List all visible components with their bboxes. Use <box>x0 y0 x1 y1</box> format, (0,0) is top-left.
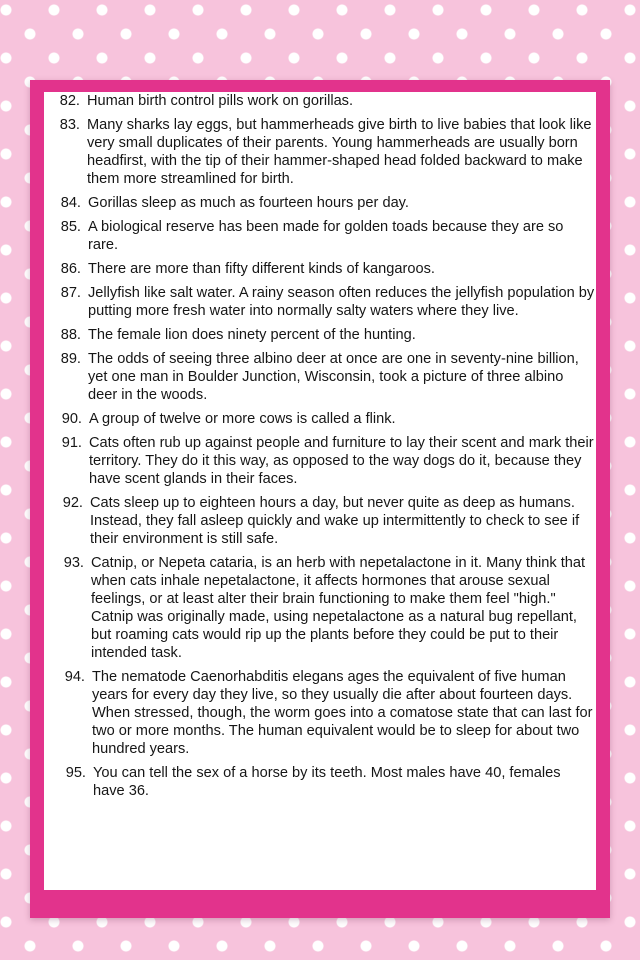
pink-frame <box>30 80 610 918</box>
fact-text: A group of twelve or more cows is called a flink. <box>89 411 396 427</box>
fact-number: 94. <box>64 669 85 685</box>
fact-number: 87. <box>60 285 81 301</box>
fact-sheet <box>44 92 596 890</box>
fact-text: There are more than fifty different kinds of kangaroos. <box>88 261 435 277</box>
fact-item <box>46 410 596 428</box>
fact-list <box>44 92 596 806</box>
fact-number: 88. <box>60 327 81 343</box>
fact-text: A biological reserve has been made for golden toads because they are so rare. <box>88 219 564 253</box>
fact-number: 93. <box>63 555 84 571</box>
fact-item <box>45 326 596 344</box>
fact-number: 83. <box>59 117 80 133</box>
fact-number: 95. <box>65 765 86 781</box>
fact-text: Catnip, or Nepeta cataria, is an herb with nepetalactone in it. Many think that when cats inhale nepetalactone, it affects hormones that arouse sexual feelings, or at least alter their brain functioning to make them feel "high." Catnip was originally made, using nepetalactone as a natural bug repellant, but roaming cats would rip up the plants before they could be put to their intended task. <box>91 555 586 661</box>
fact-text: Jellyfish like salt water. A rainy season often reduces the jellyfish population by putting more fresh water into normally salty waters where they live. <box>88 285 595 319</box>
fact-number: 90. <box>61 411 82 427</box>
fact-item <box>45 218 596 254</box>
fact-text: Cats sleep up to eighteen hours a day, but never quite as deep as humans. Instead, they fall asleep quickly and wake up intermittently to check to see if their environment is still safe. <box>90 495 580 547</box>
fact-item <box>48 554 596 662</box>
fact-text: Human birth control pills work on gorillas. <box>87 93 354 109</box>
fact-number: 84. <box>60 195 81 211</box>
fact-number: 91. <box>61 435 82 451</box>
fact-number: 82. <box>59 93 80 109</box>
fact-item <box>46 434 596 488</box>
fact-number: 92. <box>62 495 83 511</box>
fact-text: Many sharks lay eggs, but hammerheads give birth to live babies that look like very small duplicates of their parents. Young hammerheads are usually born headfirst, with the tip of their hammer-shaped head folded backward to make them more streamlined for birth. <box>87 117 592 187</box>
fact-text: Cats often rub up against people and furniture to lay their scent and mark their territory. They do it this way, as opposed to the way dogs do it, because they have scent glands in their faces. <box>89 435 594 487</box>
fact-item <box>44 116 596 188</box>
fact-item <box>50 764 596 800</box>
fact-text: The odds of seeing three albino deer at once are one in seventy-nine billion, yet one man in Boulder Junction, Wisconsin, took a picture of three albino deer in the woods. <box>88 351 579 403</box>
fact-item <box>45 350 596 404</box>
fact-text: Gorillas sleep as much as fourteen hours per day. <box>88 195 409 211</box>
fact-text: The nematode Caenorhabditis elegans ages the equivalent of five human years for every day they live, so they usually die after about fourteen days. When stressed, though, the worm goes into a comatose state that can last for two or more months. The human equivalent would be to sleep for about two hundred years. <box>92 669 593 757</box>
fact-item <box>45 260 596 278</box>
fact-item <box>45 194 596 212</box>
fact-text: The female lion does ninety percent of the hunting. <box>88 327 416 343</box>
fact-item <box>45 284 596 320</box>
fact-item <box>44 92 596 110</box>
fact-item <box>47 494 596 548</box>
fact-number: 85. <box>60 219 81 235</box>
fact-text: You can tell the sex of a horse by its teeth. Most males have 40, females have 36. <box>93 765 561 799</box>
fact-number: 89. <box>60 351 81 367</box>
fact-number: 86. <box>60 261 81 277</box>
fact-item <box>49 668 596 758</box>
